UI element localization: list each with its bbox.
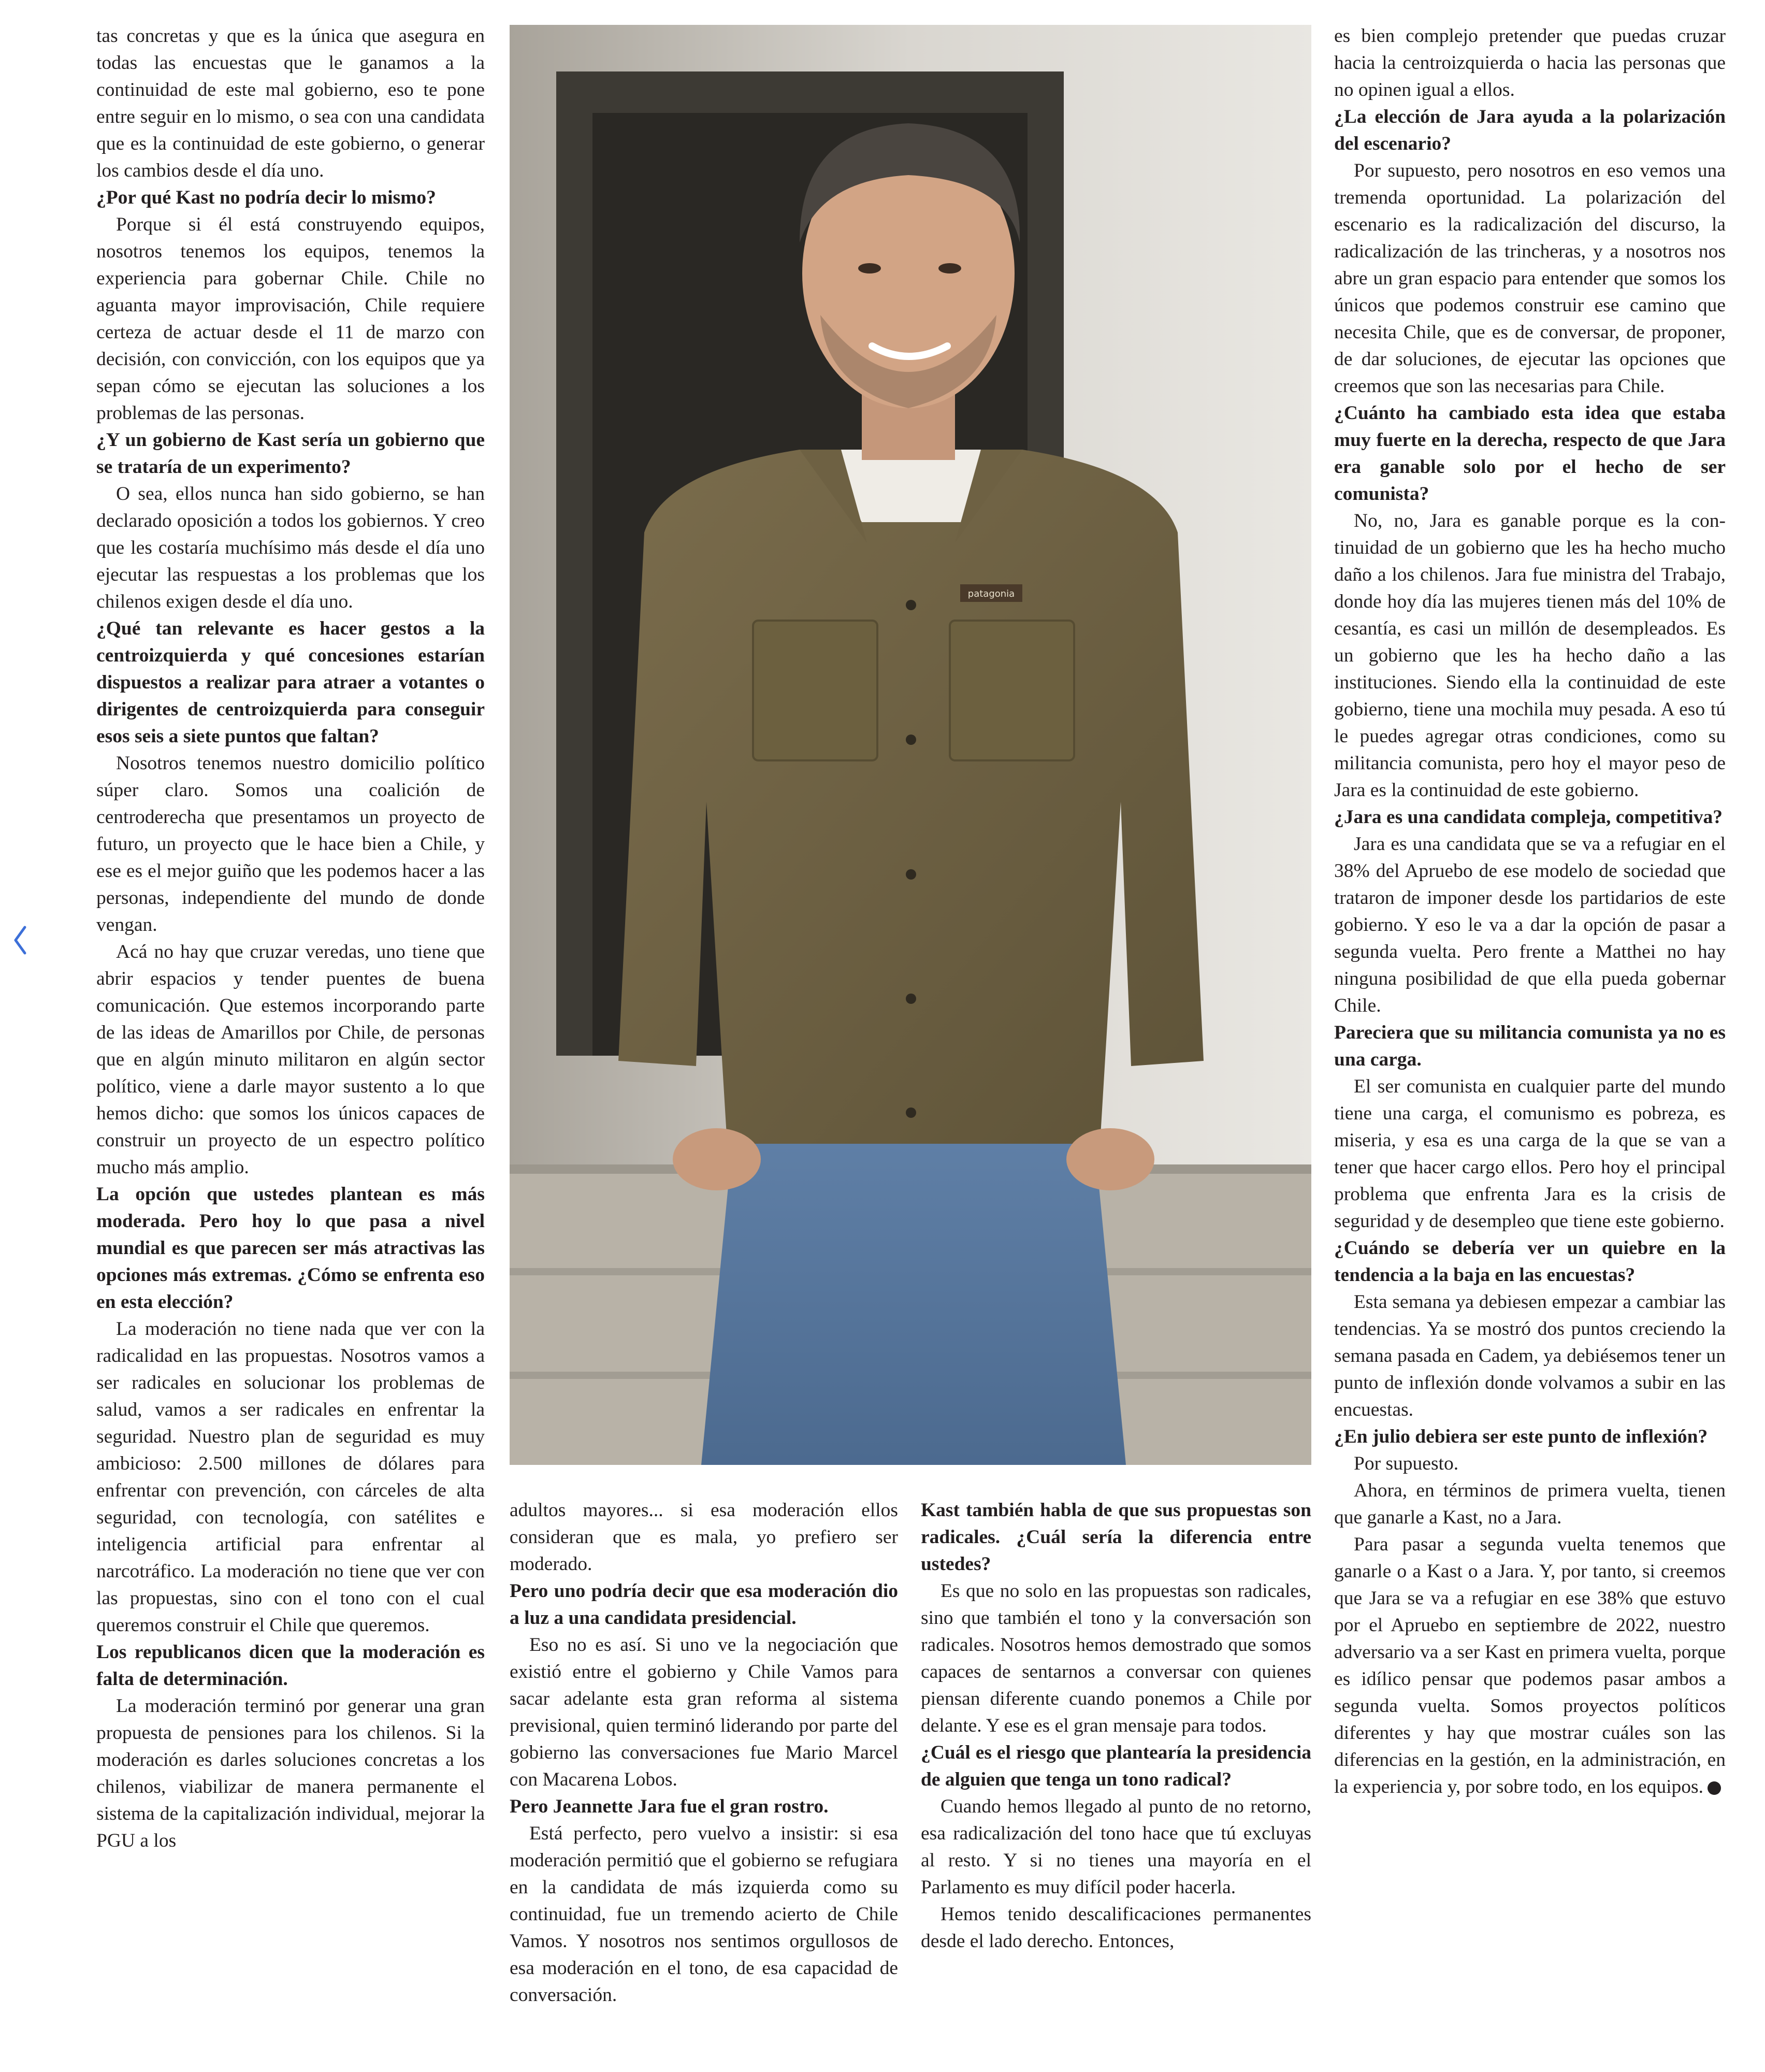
interview-answer: Esta semana ya debiesen empezar a cambiar las tendencias. Ya se mostró dos puntos creciendo la semana pasada en Cadem, ya debiésemos tener un punto de inflexión donde volvamos a subir en las encuestas. [1334,1291,1726,1420]
interview-question: ¿La elección de Jara ayuda a la polarización del escenario? [1334,106,1726,154]
interview-question: Pero Jeannette Jara fue el gran rostro. [510,1796,829,1817]
end-of-article-mark: D [1708,1781,1721,1795]
interview-answer: Jara es una candidata que se va a refugiar en el 38% del Apruebo de ese modelo de sociedad que trataron de imponer desde los partidarios de este gobierno. Y eso le va a dar la opción de pasar a segunda vuelta. Pero frente a Matthei no hay ninguna posibilidad de que ella pueda gobernar Chile. [1334,833,1726,1016]
interview-answer: La moderación terminó por generar una gran propuesta de pensiones para los chilenos. Si la moderación es darles soluciones concretas a los chilenos, viabilizar de manera permanente el sistema de la capitalización individual, mejorar la PGU a los [96,1695,485,1851]
interview-answer: Para pasar a segunda vuelta tenemos que ganarle o a Kast o a Jara. Y, por tanto, si creemos que Jara se va a refugiar en ese 38% que estuvo por el Apruebo en septiembre de 2022, nuestro adversario va a ser Kast en primera vuelta, porque es idílico pensar que podemos pasar ambos a segunda vuelta. Somos proyectos políticos diferentes y hay que mostrar cuáles son las diferencias en la gestión, en la administración, en la experiencia y, por sobre todo, en los equipos. D [1334,1534,1735,1797]
interview-answer: No, no, Jara es ganable porque es la continuidad de un gobierno que les ha hecho mucho daño a los chilenos. Jara fue ministra del Trabajo, donde hoy día las mujeres tienen más del 10% de cesantía, es casi un millón de desempleados. Es un gobierno que les ha hecho daño a las instituciones. Siendo ella la continuidad de este gobierno, tiene una mochila muy pesada. A eso tú le puedes agregar otras condiciones, como su militancia comunista, pero hoy el mayor peso de Jara es la continuidad de este gobierno. [1334,510,1726,801]
interview-question: La opción que ustedes plantean es más moderada. Pero hoy lo que pasa a nivel mundial es que parecen ser más atractivas las opciones más extremas. ¿Cómo se enfrenta eso en esta elección? [96,1184,485,1313]
interview-answer: Cuando hemos llegado al punto de no retorno, esa radicalización del tono hace que tú excluyas al resto. Y si no tienes una mayoría en el Parlamento es muy difícil poder hacerla. [921,1796,1311,1898]
interview-question: ¿Qué tan relevante es hacer gestos a la centroizquierda y qué concesiones estarían dispuestos a realizar para atraer a votantes o dirigentes de centroizquierda para conseguir esos seis a siete puntos que faltan? [96,618,485,747]
interview-answer: O sea, ellos nunca han sido gobierno, se han declarado oposición a todos los gobiernos. Y creo que les costaría muchísimo más desde el día uno ejecutar las respuestas a los problemas que los chilenos exigen desde el día uno. [96,483,485,612]
interview-question: ¿Cuánto ha cambiado esta idea que estaba muy fuerte en la derecha, respecto de que Jara era ganable solo por el hecho de ser comunista? [1334,402,1726,505]
shirt-logo-text: patagonia [967,588,1015,599]
interview-answer: Nosotros tenemos nuestro domicilio político súper claro. Somos una coalición de centroderecha que presentamos un proyecto de futuro, un proyecto que le hace bien a Chile, y ese es el mejor guiño que les podemos hacer a las personas, independiente del mundo de donde vengan. [96,753,485,936]
interview-question: ¿Cuándo se debería ver un quiebre en la tendencia a la baja en las encuestas? [1334,1238,1726,1286]
interview-answer: El ser comunista en cualquier parte del mundo tiene una carga, el comunismo es pobreza, es miseria, y esa es una carga de la que se van a tener que hacer cargo ellos. Pero hoy el principal problema que enfrenta Jara es la crisis de seguridad y de desempleo que tiene este gobierno. [1334,1076,1726,1232]
portrait-photo [510,25,1311,1465]
interview-answer: Eso no es así. Si uno ve la negociación que existió entre el gobierno y Chile Vamos para sacar adelante esta gran reforma al sistema previsional, quien terminó liderando por parte del gobierno las conversaciones fue Mario Marcel con Macarena Lobos. [510,1634,898,1790]
interview-answer: Está perfecto, pero vuelvo a insistir: si esa moderación permitió que el gobierno se refugiara en la candidata de más izquierda como su continuidad, fue un tremendo acierto de Chile Vamos. Y nosotros nos sentimos orgullosos de esa moderación en el tono, de esa capacidad de conversación. [510,1823,898,2006]
interview-question: Kast también habla de que sus propuestas son radicales. ¿Cuál sería la diferencia entre ustedes? [921,1500,1311,1575]
interview-answer: Es que no solo en las propuestas son radicales, sino que también el tono y la conversación son radicales. Nosotros hemos demostrado que somos capaces de sentarnos a conversar con quienes piensan diferente cuando ponemos a Chile por delante. Y ese es el gran mensaje para todos. [921,1580,1311,1736]
chevron-left-icon[interactable] [11,922,29,958]
interview-question: Los republicanos dicen que la moderación es falta de determinación. [96,1642,485,1690]
article-column-1 [96,23,485,1854]
interview-question: ¿Por qué Kast no podría decir lo mismo? [96,187,436,208]
article-column-2 [510,1497,898,2009]
interview-answer: adultos mayores... si esa moderación ellos consideran que es mala, yo prefiero ser moderado. [510,1500,898,1575]
interview-answer: tas concretas y que es la única que asegura en todas las encuestas que le ganamos a la continuidad de este mal gobierno, eso te pone entre seguir en lo mismo, o sea con una candidata que es la continuidad de este gobierno, o generar los cambios desde el día uno. [96,25,485,181]
interview-answer: Ahora, en términos de primera vuelta, tienen que ganarle a Kast, no a Jara. [1334,1480,1726,1528]
interview-answer: es bien complejo pretender que puedas cruzar hacia la centroizquierda o hacia las personas que no opinen igual a ellos. [1334,25,1726,100]
interview-answer: Por supuesto. [1354,1453,1459,1474]
interview-question: ¿En julio debiera ser este punto de inflexión? [1334,1426,1708,1447]
interview-answer: La moderación no tiene nada que ver con la radicalidad en las propuestas. Nosotros vamos a ser radicales en solucionar los problemas de salud, vamos a ser radicales en enfrentar la seguridad. Nuestro plan de seguridad es muy ambicioso: 2.500 millones de dólares para enfrentar con prevención, con cárceles de alta seguridad, con tecnología, con satélites e inteligencia artificial para enfrentar al narcotráfico. La moderación no tiene que ver con las propuestas, sino con el tono con el cual queremos construir el Chile que queremos. [96,1318,485,1636]
article-column-4 [1334,23,1735,1801]
interview-answer: Acá no hay que cruzar veredas, uno tiene que abrir espacios y tender puentes de buena comunicación. Que estemos incorporando parte de las ideas de Amarillos por Chile, de personas que en algún minuto militaron en algún sector político, viene a darle mayor sustento a lo que hemos dicho: que somos los únicos capaces de construir un proyecto de un espectro político mucho más amplio. [96,941,485,1178]
interview-question: Pero uno podría decir que esa moderación dio a luz a una candidata presidencial. [510,1580,898,1629]
interview-answer: Porque si él está construyendo equipos, nosotros tenemos los equipos, tenemos la experiencia para gobernar Chile. Chile no aguanta mayor improvisación, Chile requiere certeza de actuar desde el 11 de marzo con decisión, con convicción, con los equipos que ya sepan cómo se ejecutan las soluciones a los problemas de las personas. [96,214,485,424]
article-column-3 [921,1497,1311,1955]
interview-question: ¿Jara es una candidata compleja, competitiva? [1334,807,1723,828]
interview-question: ¿Cuál es el riesgo que plantearía la presidencia de alguien que tenga un tono radical? [921,1742,1311,1790]
interview-answer: Por supuesto, pero nosotros en eso vemos una tremenda oportunidad. La polarización del escenario es la radicalización del discurso, la radicalización de las trincheras, y a nosotros nos abre un gran espacio para entender que somos los únicos que podemos construir ese camino que necesita Chile, que es de conversar, de proponer, de dar soluciones, de ejecutar las opciones que creemos que son las necesarias para Chile. [1334,160,1726,397]
interview-question: Pareciera que su militancia comunista ya no es una carga. [1334,1022,1726,1070]
interview-answer: Hemos tenido descalificaciones permanentes desde el lado derecho. Entonces, [921,1904,1311,1952]
interview-question: ¿Y un gobierno de Kast sería un gobierno que se trataría de un experimento? [96,429,485,478]
